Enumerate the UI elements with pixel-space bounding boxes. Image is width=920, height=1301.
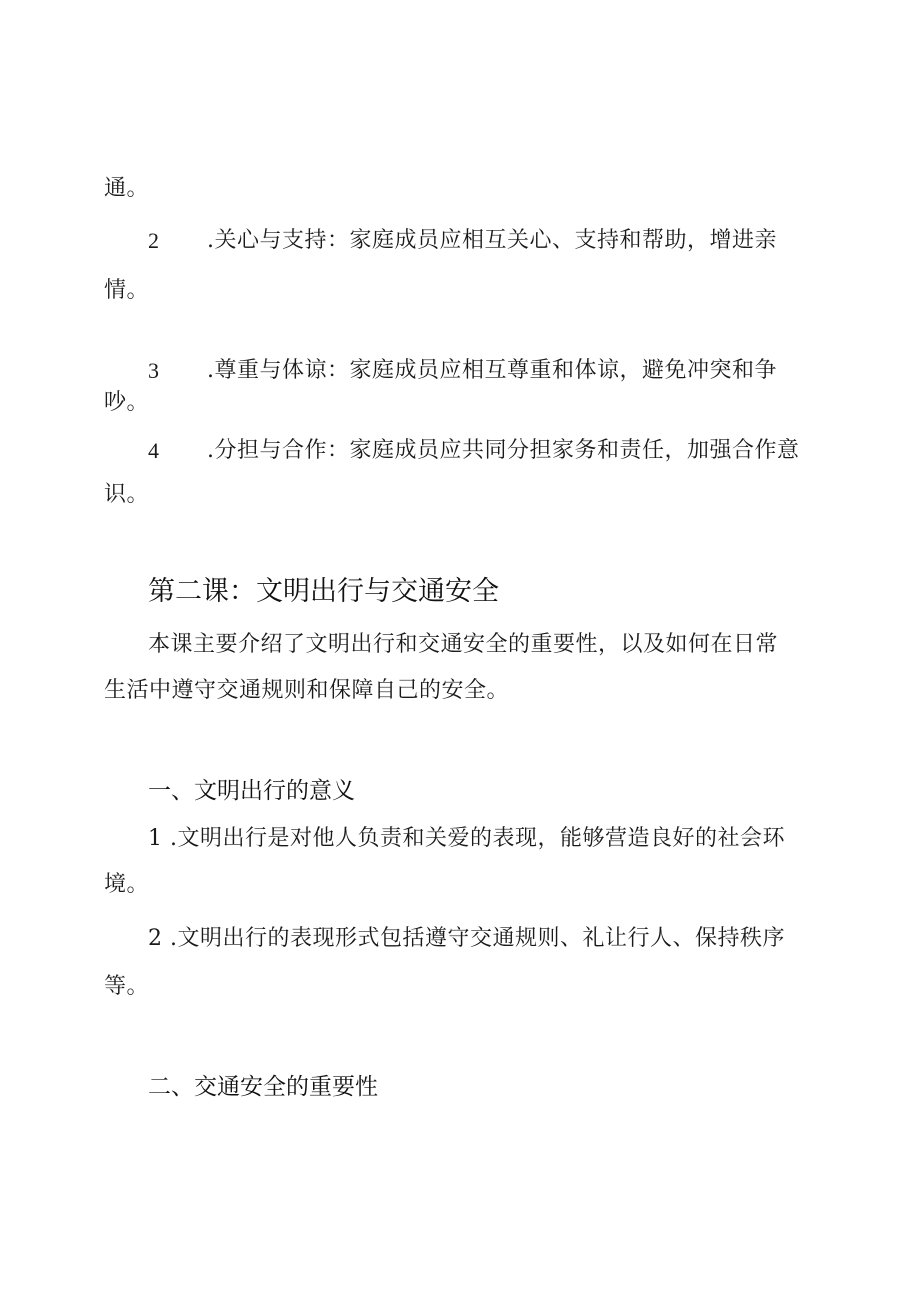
list-item-text: .关心与支持：家庭成员应相互关心、支持和帮助，增进亲 bbox=[207, 228, 777, 253]
list-item-text: .分担与合作：家庭成员应共同分担家务和责任，加强合作意 bbox=[207, 438, 800, 463]
intro-paragraph-line: 生活中遵守交通规则和保障自己的安全。 bbox=[104, 678, 510, 703]
intro-paragraph-line: 本课主要介绍了文明出行和交通安全的重要性，以及如何在日常 bbox=[148, 632, 779, 657]
section-item-text: 1 .文明出行是对他人负责和关爱的表现，能够营造良好的社会环 bbox=[148, 826, 785, 851]
list-item-number: 4 bbox=[148, 438, 159, 463]
section-title: 一、文明出行的意义 bbox=[148, 778, 355, 804]
continuation-text: 通。 bbox=[104, 176, 150, 201]
list-item-text: .尊重与体谅：家庭成员应相互尊重和体谅，避免冲突和争 bbox=[207, 358, 777, 383]
section-item-text-wrap: 境。 bbox=[104, 872, 150, 897]
list-item-text-wrap: 吵。 bbox=[104, 390, 150, 415]
section-item-text-wrap: 等。 bbox=[104, 974, 150, 999]
section-title: 二、交通安全的重要性 bbox=[148, 1074, 378, 1100]
list-item-number: 2 bbox=[148, 228, 159, 253]
list-item-text-wrap: 识。 bbox=[104, 482, 150, 507]
section-item-text: 2 .文明出行的表现形式包括遵守交通规则、礼让行人、保持秩序 bbox=[148, 926, 785, 951]
list-item-number: 3 bbox=[148, 358, 159, 383]
lesson-title: 第二课：文明出行与交通安全 bbox=[148, 576, 499, 607]
list-item-text-wrap: 情。 bbox=[104, 278, 150, 303]
